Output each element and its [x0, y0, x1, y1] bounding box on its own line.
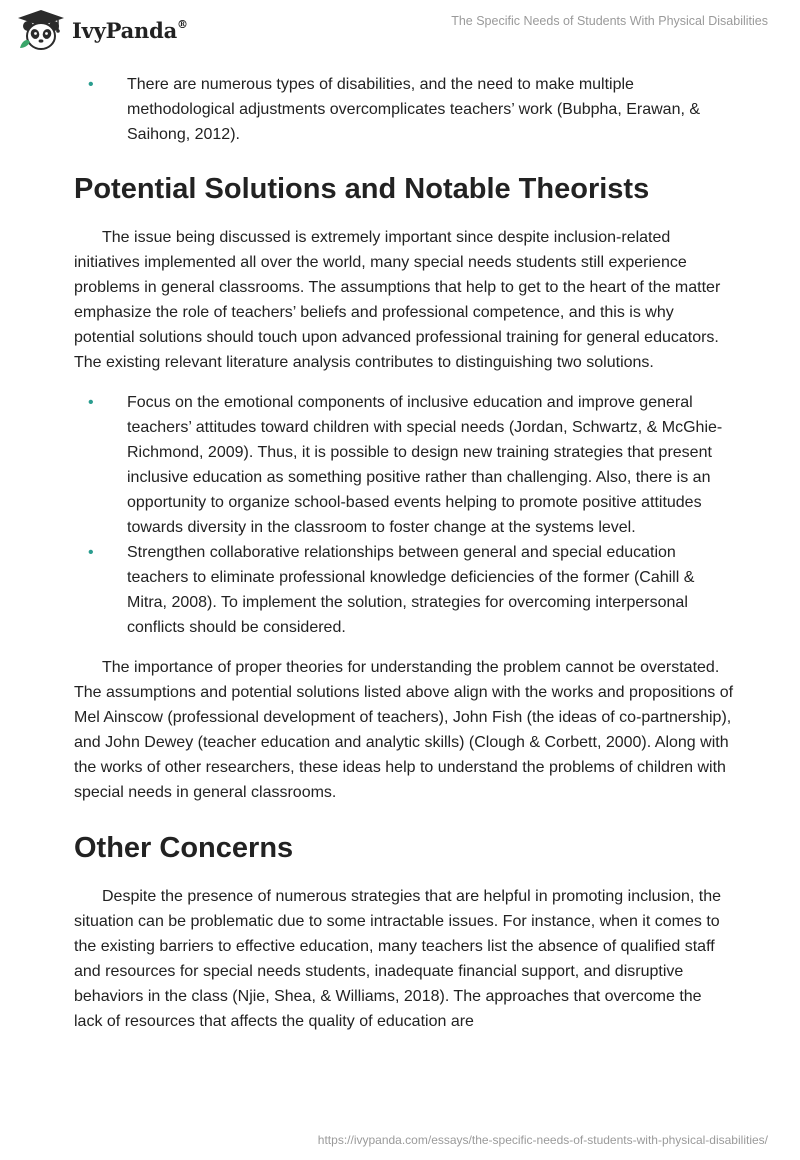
- list-item-text: Focus on the emotional components of inclusive education and improve general teachers’ attitudes toward children with special needs (Jordan, Schwartz, & McGhie-Richmond, 2009). Thus, it is possible to design new training strategies that present inclusive education as something positive rather than challenging. Also, there is an opportunity to organize school-based events helping to promote positive attitudes towards diversity in the classroom to foster change at the systems level.: [127, 394, 723, 536]
- paragraph: The importance of proper theories for understanding the problem cannot be overstated. The assumptions and potential solutions listed above align with the works and propositions of Mel Ainscow (professional development of teachers), John Fish (the ideas of co-partnership), and John Dewey (teacher education and analytic skills) (Clough & Corbett, 2000). Along with the works of other researchers, these ideas help to understand the problems of children with special needs in general classrooms.: [74, 659, 734, 801]
- bullet-icon: •: [88, 394, 94, 411]
- list-item-text: Strengthen collaborative relationships between general and special education teachers to eliminate professional knowledge deficiencies of the former (Cahill & Mitra, 2008). To implement the solution, strategies for overcoming interpersonal conflicts should be considered.: [127, 544, 695, 636]
- panda-graduate-icon: [14, 8, 68, 52]
- bullet-icon: •: [88, 76, 94, 93]
- list-item: [74, 390, 734, 540]
- intro-bullet-list: [74, 72, 734, 147]
- section-heading-other-concerns: Other Concerns: [74, 832, 294, 864]
- list-item: [74, 540, 734, 640]
- article-content: [74, 70, 734, 1034]
- list-item: [74, 72, 734, 147]
- source-url[interactable]: https://ivypanda.com/essays/the-specific-needs-of-students-with-physical-disabilities/: [317, 1133, 768, 1147]
- solutions-bullet-list: [74, 390, 734, 640]
- ivypanda-logo[interactable]: [14, 8, 188, 52]
- list-item-text: There are numerous types of disabilities, and the need to make multiple methodological adjustments overcomplicates teachers’ work (Bubpha, Erawan, & Saihong, 2012).: [127, 76, 701, 143]
- document-title: The Specific Needs of Students With Physical Disabilities: [451, 14, 768, 28]
- logo-wordmark: IvyPanda®: [72, 17, 188, 43]
- bullet-icon: •: [88, 544, 94, 561]
- section-heading-solutions: Potential Solutions and Notable Theorists: [74, 173, 650, 205]
- paragraph: Despite the presence of numerous strategies that are helpful in promoting inclusion, the situation can be problematic due to some intractable issues. For instance, when it comes to the existing barriers to effective education, many teachers list the absence of qualified staff and resources for special needs students, inadequate financial support, and disruptive behaviors in the class (Njie, Shea, & Williams, 2018). The approaches that overcome the lack of resources that affects the quality of education are: [74, 888, 722, 1030]
- paragraph: The issue being discussed is extremely important since despite inclusion-related initiatives implemented all over the world, many special needs students still experience problems in general classrooms. The assumptions that help to get to the heart of the matter emphasize the role of teachers’ beliefs and professional competence, and this is why potential solutions should touch upon advanced professional training for general educators. The existing relevant literature analysis contributes to distinguishing two solutions.: [74, 229, 721, 371]
- page-header: [0, 0, 800, 60]
